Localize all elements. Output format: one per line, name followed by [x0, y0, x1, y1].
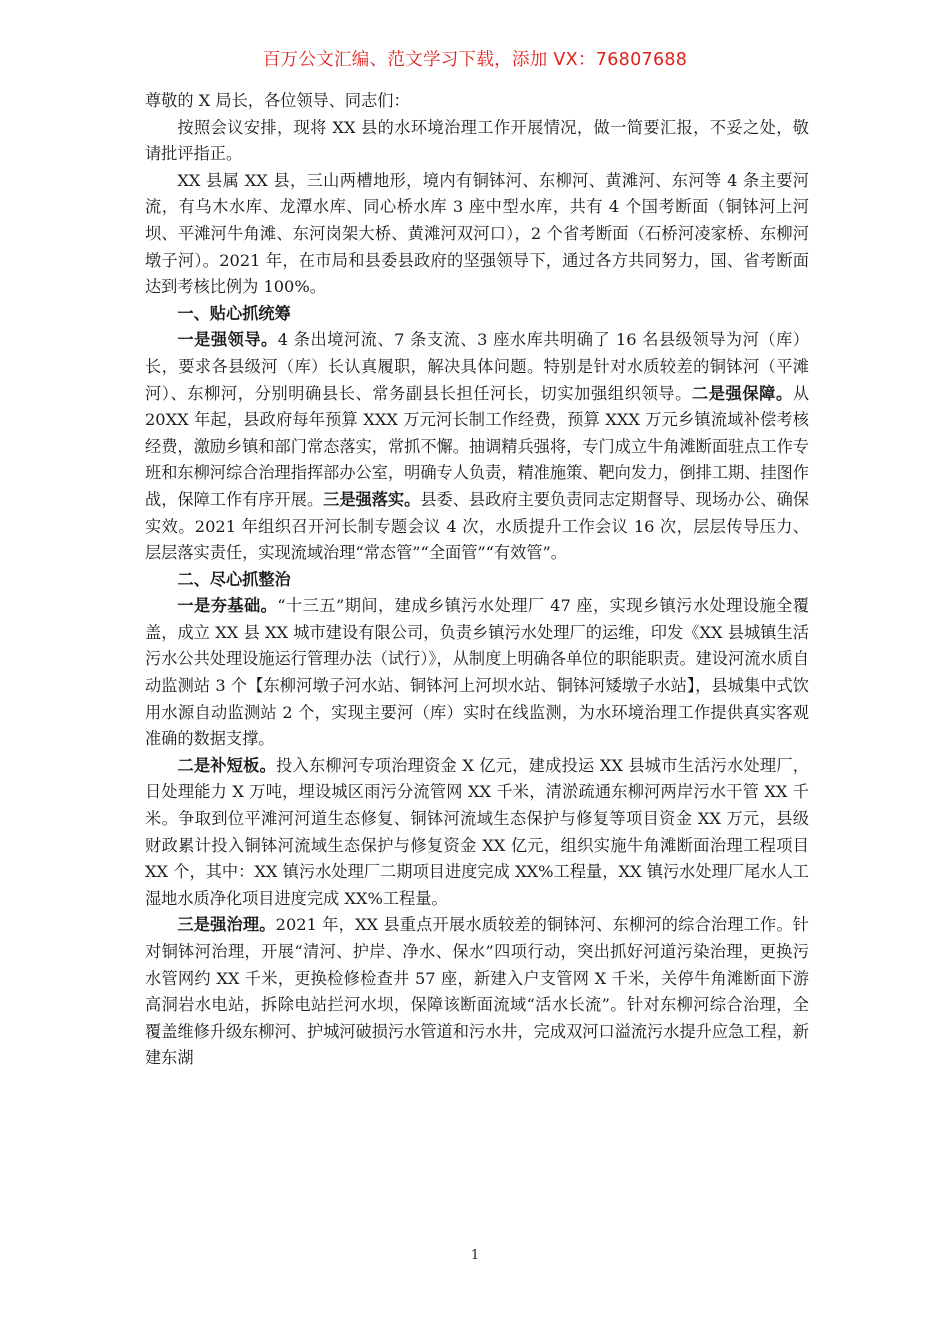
- paragraph-foundation: [145, 593, 809, 753]
- lead-governance: 三是强治理。: [177, 915, 276, 935]
- section-heading-2: 二、尽心抓整治: [177, 569, 291, 589]
- lead-strengthen-guarantee: 二是强保障。: [691, 383, 793, 403]
- document-body: [145, 88, 809, 1072]
- page-number: 1: [470, 1248, 480, 1263]
- text-strengthen-leadership: 4 条出境河流、7 条支流、3 座水库共明确了 16 名县级领导为河（库）长，要求各县级河（库）长认真履职，解决具体问题。特别是针对水质较差的铜钵河（平滩河）、东柳河，分别明确县长、常务副县长担任河长，切实加强组织领导。: [145, 330, 809, 403]
- lead-shortcomings: 二是补短板。: [177, 755, 277, 775]
- text-strengthen-implementation: 县委、县政府主要负责同志定期督导、现场办公、确保实效。2021 年组织召开河长制专题会议 4 次，水质提升工作会议 16 次，层层传导压力、层层落实责任，实现流域治理“常态管”“全面管”“有效管”。: [145, 489, 810, 563]
- lead-strengthen-leadership: 一是强领导。: [177, 330, 278, 350]
- salutation: 尊敬的 X 局长，各位领导、同志们：: [145, 91, 410, 110]
- lead-strengthen-implementation: 三是强落实。: [323, 489, 421, 509]
- lead-foundation: 一是夯基础。: [177, 596, 278, 616]
- paragraph-shortcomings: [145, 753, 809, 913]
- text-governance: 2021 年，XX 县重点开展水质较差的铜钵河、东柳河的综合治理工作。针对铜钵河治理，开展“清河、护岸、净水、保水”四项行动，突出抓好河道污染治理，更换污水管网约 XX 千米，更换检修检查井 57 座，新建入户支管网 X 千米，关停牛角滩断面下游高洞岩水电站，拆除电站拦河水坝，保障该断面流域“活水长流”。针对东柳河综合治理，全覆盖维修升级东柳河、护城河破损污水管道和污水井，完成双河口溢流污水提升应急工程，新建东湖: [145, 915, 809, 1068]
- section-heading-1: 一、贴心抓统筹: [177, 303, 291, 323]
- section1-paragraph: [145, 327, 809, 566]
- download-banner: 百万公文汇编、范文学习下载，添加 VX：76807688: [262, 50, 688, 70]
- paragraph-governance: [145, 912, 809, 1072]
- intro-paragraph: 按照会议安排，现将 XX 县的水环境治理工作开展情况，做一简要汇报，不妥之处，敬请批评指正。: [145, 117, 809, 164]
- text-shortcomings: 投入东柳河专项治理资金 X 亿元，建成投运 XX 县城市生活污水处理厂，日处理能力 X 万吨，埋设城区雨污分流管网 XX 千米，清淤疏通东柳河两岸污水干管 XX 千米。争取到位平滩河河道生态修复、铜钵河流域生态保护与修复等项目资金 XX 万元，县级财政累计投入铜钵河流域生态保护与修复资金 XX 亿元，组织实施牛角滩断面治理工程项目 XX 个，其中：XX 镇污水处理厂二期项目进度完成 XX%工程量，XX 镇污水处理厂尾水人工湿地水质净化项目进度完成 XX%工程量。: [145, 755, 809, 908]
- text-foundation: “十三五”期间，建成乡镇污水处理厂 47 座，实现乡镇污水处理设施全覆盖，成立 XX 县 XX 城市建设有限公司，负责乡镇污水处理厂的运维，印发《XX 县城镇生活污水公共处理设施运行管理办法（试行）》，从制度上明确各单位的职能职责。建设河流水质自动监测站 3 个【东柳河墩子河水站、铜钵河上河坝水站、铜钵河矮墩子水站】，县城集中式饮用水源自动监测站 2 个，实现主要河（库）实时在线监测，为水环境治理工作提供真实客观准确的数据支撑。: [145, 596, 809, 749]
- text-strengthen-guarantee: 从 20XX 年起，县政府每年预算 XXX 万元河长制工作经费，预算 XXX 万元乡镇流域补偿考核经费，激励乡镇和部门常态落实，常抓不懈。抽调精兵强将，专门成立牛角滩断面驻点工作专班和东柳河综合治理指挥部办公室，明确专人负责，精准施策、靶向发力，倒排工期、挂图作战，保障工作有序开展。: [145, 383, 810, 509]
- overview-paragraph: XX 县属 XX 县，三山两槽地形，境内有铜钵河、东柳河、黄滩河、东河等 4 条主要河流，有乌木水库、龙潭水库、同心桥水库 3 座中型水库，共有 4 个国考断面（铜钵河上河坝、平滩河牛角滩、东河岗架大桥、黄滩河双河口），2 个省考断面（石桥河凌家桥、东柳河墩子河）。2021 年，在市局和县委县政府的坚强领导下，通过各方共同努力，国、省考断面达到考核比例为 100%。: [145, 170, 809, 297]
